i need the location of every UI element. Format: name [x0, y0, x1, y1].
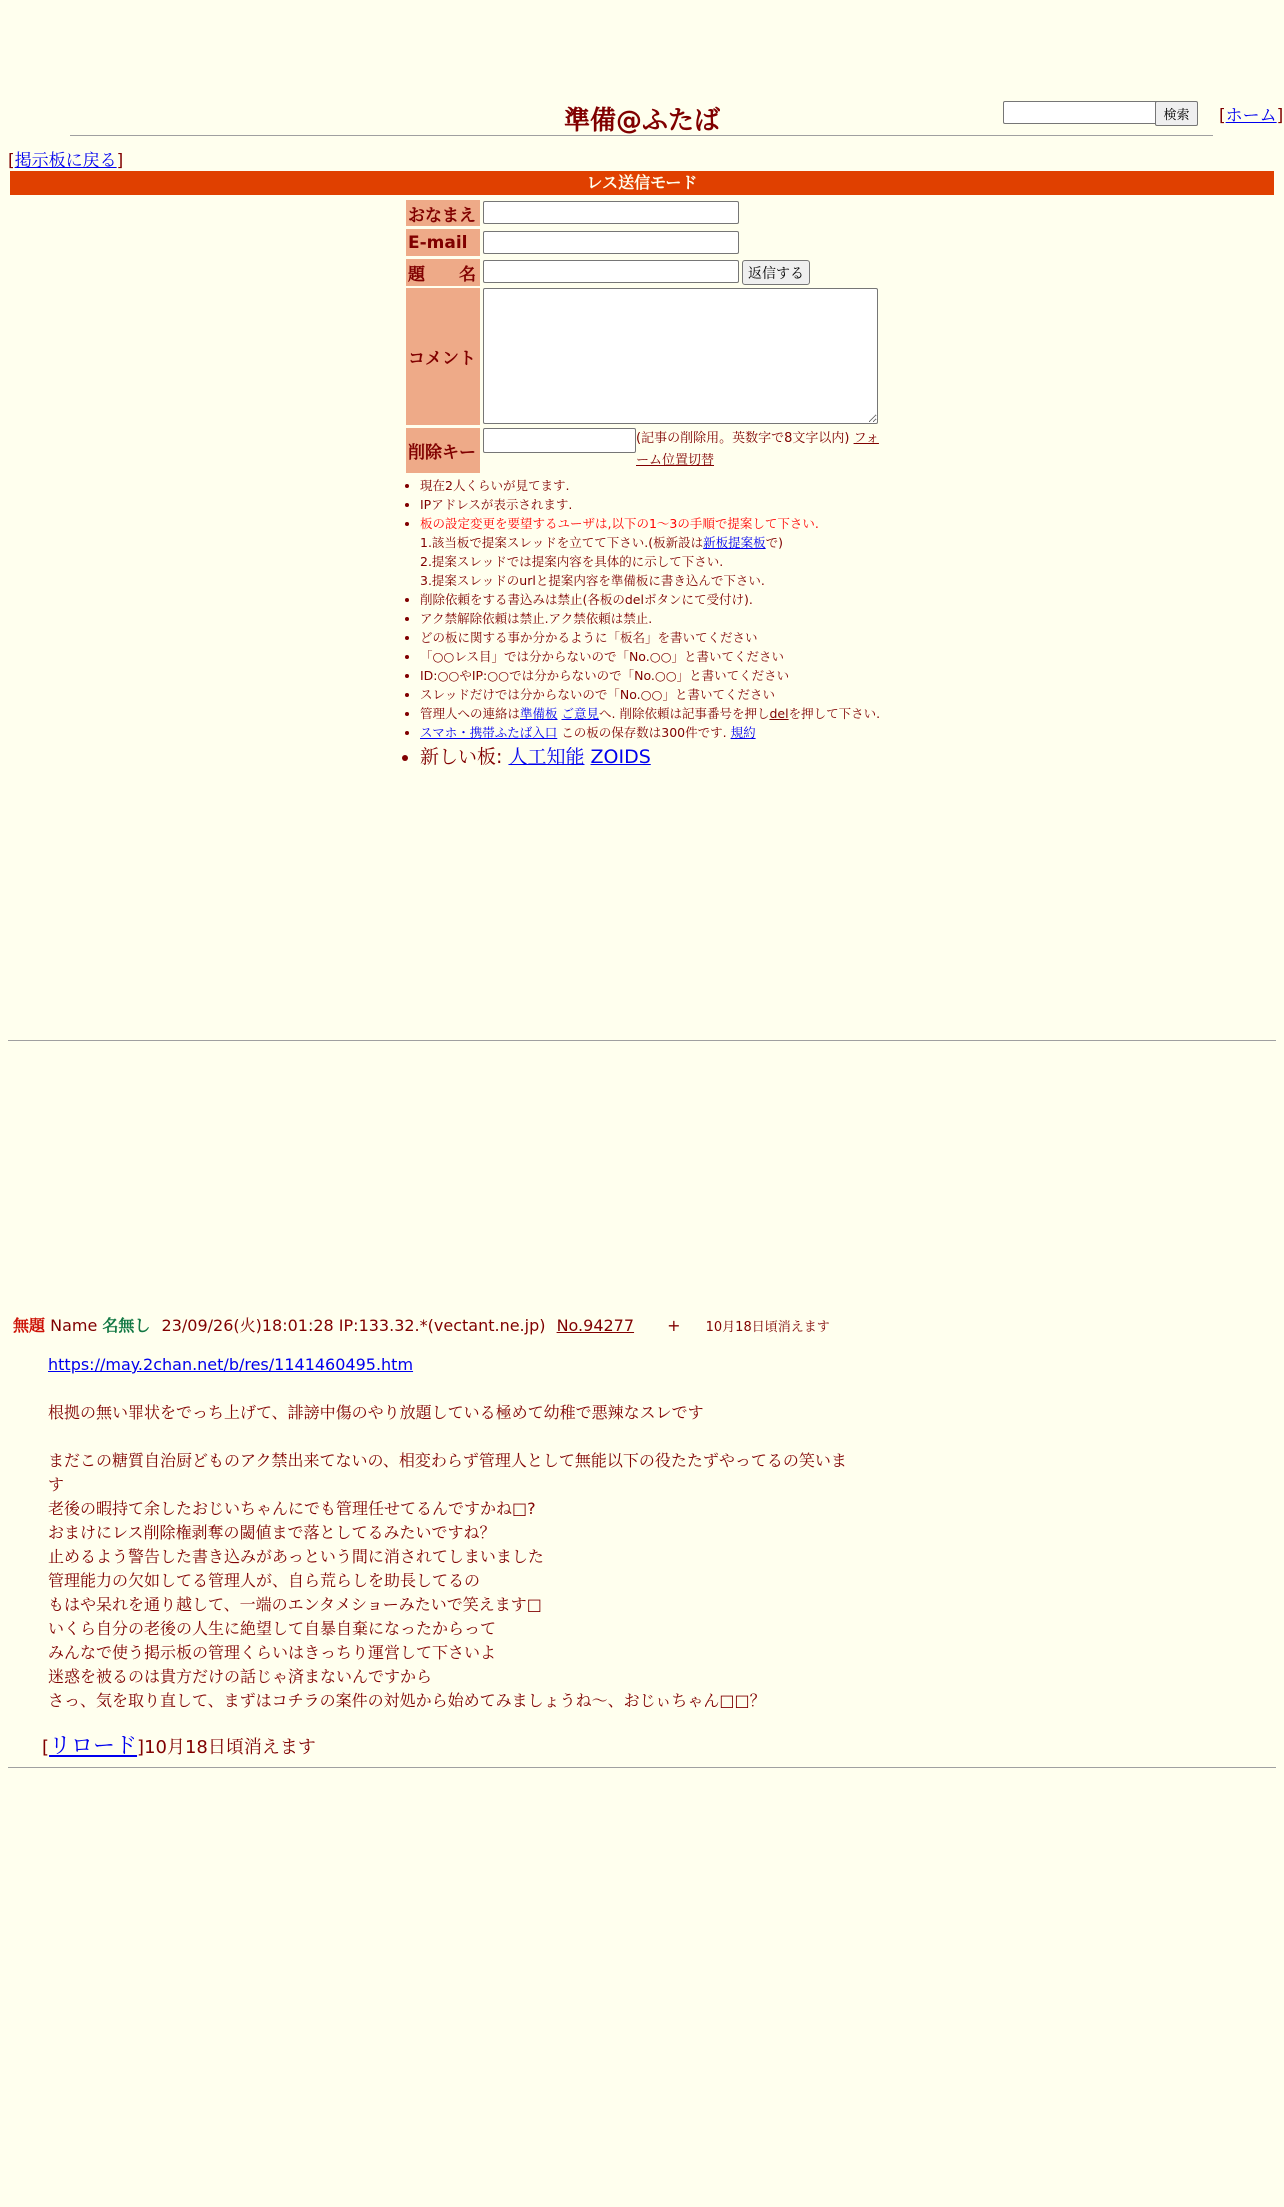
post-subject: 無題	[13, 1316, 46, 1335]
post-line: もはや呆れを通り越して、一端のエンタメショーみたいで笑えます□	[48, 1595, 542, 1614]
reload-row: [リロード]10月18日頃消えます	[42, 1734, 316, 1759]
rule-step-1	[420, 533, 940, 552]
section-divider	[8, 1767, 1276, 1768]
list-item	[420, 628, 940, 647]
rule-text: 現在2人くらいが見てます.	[420, 478, 570, 493]
post-line: さっ、気を取り直して、まずはコチラの案件の対処から始めてみましょうね〜、おじぃちゃん□□？	[48, 1691, 766, 1710]
del-text: del	[769, 706, 789, 721]
rule-text: この板の保存数は300件です.	[557, 725, 727, 740]
rule-text: を押して下さい.	[788, 706, 881, 721]
home-link-wrapper: [ホーム]	[1219, 106, 1284, 126]
delete-key-note	[636, 428, 881, 472]
list-item	[420, 685, 940, 704]
post-line: おまけにレス削除権剥奪の閾値まで落としてるみたいですね？	[48, 1523, 496, 1542]
rule-text: アク禁解除依頼は禁止.アク禁依頼は禁止.	[420, 611, 653, 626]
terms-link[interactable]: 規約	[730, 725, 756, 740]
list-item	[420, 514, 940, 590]
delete-key-field[interactable]	[483, 428, 636, 453]
title-divider	[70, 135, 1213, 136]
section-divider	[8, 1040, 1276, 1041]
rule-text: で)	[765, 535, 784, 550]
rule-text: 新しい板:	[420, 746, 509, 768]
rule-step-2: 2.提案スレッドでは提案内容を具体的に示して下さい.	[420, 554, 724, 569]
feedback-link[interactable]: ご意見	[561, 706, 600, 721]
email-field[interactable]	[483, 231, 739, 254]
list-item	[420, 743, 940, 771]
post-expire: 10月18日頃消えます	[705, 1320, 830, 1335]
email-label: E-mail	[406, 229, 480, 256]
list-item	[420, 666, 940, 685]
post-number-link[interactable]: No.94277	[556, 1316, 635, 1335]
post-line: 迷惑を被るのは貴方だけの話じゃ済まないんですから	[48, 1667, 433, 1686]
smartphone-entrance-link[interactable]: スマホ・携帯ふたば入口	[420, 725, 558, 740]
search-input[interactable]	[1003, 101, 1159, 124]
rule-text: 1.該当板で提案スレッドを立てて下さい.(板新設は	[420, 535, 704, 550]
rule-text: どの板に関する事か分かるように「板名」を書いてください	[420, 630, 758, 645]
post-line: 止めるよう警告した書き込みがあっという間に消されてしまいました	[48, 1547, 544, 1566]
subject-label: 題 名	[406, 259, 480, 286]
reload-expire: 10月18日頃消えます	[144, 1737, 316, 1758]
submit-reply-button[interactable]: 返信する	[742, 260, 810, 285]
delete-key-hint: (記事の削除用。英数字で8文字以内)	[636, 431, 850, 446]
home-link[interactable]: ホーム	[1225, 106, 1277, 126]
post-line: みんなで使う掲示板の管理くらいはきっちり運営して下さいよ	[48, 1643, 497, 1662]
rule-text: IPアドレスが表示されます.	[420, 497, 573, 512]
post-line: 管理能力の欠如してる管理人が、自ら荒らしを助長してるの	[48, 1571, 481, 1590]
list-item	[420, 647, 940, 666]
list-item	[420, 495, 940, 514]
post-line: いくら自分の老後の人生に絶望して自暴自棄になったからって	[48, 1619, 497, 1638]
post-line: 根拠の無い罪状をでっち上げて、誹謗中傷のやり放題している極めて幼稚で悪辣なスレです	[48, 1403, 704, 1422]
page-title: 準備@ふたば	[563, 106, 720, 136]
post-line: 老後の暇持て余したおじいちゃんにでも管理任せてるんですかね□?	[48, 1499, 536, 1518]
list-item	[420, 609, 940, 628]
comment-textarea[interactable]	[483, 288, 878, 424]
rule-text: スレッドだけでは分からないので「No.○○」と書いてください	[420, 687, 775, 702]
rule-text: 管理人への連絡は	[420, 706, 521, 721]
reload-link[interactable]: リロード	[49, 1734, 138, 1759]
name-field[interactable]	[483, 201, 739, 224]
rule-text: 削除依頼をする書込みは禁止(各板のdelボタンにて受付け).	[420, 592, 753, 607]
rule-text: 「○○レス目」では分からないので「No.○○」と書いてください	[420, 649, 785, 664]
rule-step-3: 3.提案スレッドのurlと提案内容を準備板に書き込んで下さい.	[420, 573, 765, 588]
board-link-zoids[interactable]: ZOIDS	[590, 746, 651, 768]
prep-board-link[interactable]: 準備板	[520, 706, 558, 721]
post-datetime: 23/09/26(火)18:01:28 IP:133.32.*(vectant.ne.jp)	[161, 1316, 546, 1335]
post-body	[48, 1353, 858, 1713]
name-label: おなまえ	[406, 200, 480, 226]
rule-text: ID:○○やIP:○○では分からないので「No.○○」と書いてください	[420, 668, 790, 683]
list-item	[420, 704, 940, 723]
rule-text: 板の設定変更を要望するユーザは,以下の1〜3の手順で提案して下さい.	[420, 516, 819, 531]
search-button[interactable]: 検索	[1155, 101, 1198, 126]
back-link-wrapper: [掲示板に戻る]	[8, 151, 124, 171]
post-author: 名無し	[102, 1316, 151, 1335]
new-board-proposal-link[interactable]: 新板提案板	[703, 535, 766, 550]
form-position-toggle-link[interactable]: フォーム位置切替	[636, 431, 879, 468]
comment-label: コメント	[406, 288, 480, 425]
delete-key-label: 削除キー	[406, 428, 480, 473]
subject-field[interactable]	[483, 260, 739, 283]
list-item	[420, 590, 940, 609]
post-name-label: Name	[50, 1316, 98, 1335]
rule-text: へ. 削除依頼は記事番号を押し	[599, 706, 770, 721]
reply-mode-bar: レス送信モード	[10, 171, 1274, 195]
post-thread-link[interactable]: https://may.2chan.net/b/res/1141460495.htm	[48, 1355, 414, 1374]
list-item	[420, 723, 940, 742]
list-item	[420, 476, 940, 495]
back-to-board-link[interactable]: 掲示板に戻る	[14, 151, 117, 171]
post-header	[13, 1313, 830, 1336]
post-line: まだこの糖質自治厨どものアク禁出来てないの、相変わらず管理人として無能以下の役たたずやってるの笑います	[48, 1451, 847, 1494]
board-rules-list	[400, 476, 940, 771]
board-link-ai[interactable]: 人工知能	[508, 746, 585, 768]
post-plus-button[interactable]: +	[667, 1316, 681, 1335]
